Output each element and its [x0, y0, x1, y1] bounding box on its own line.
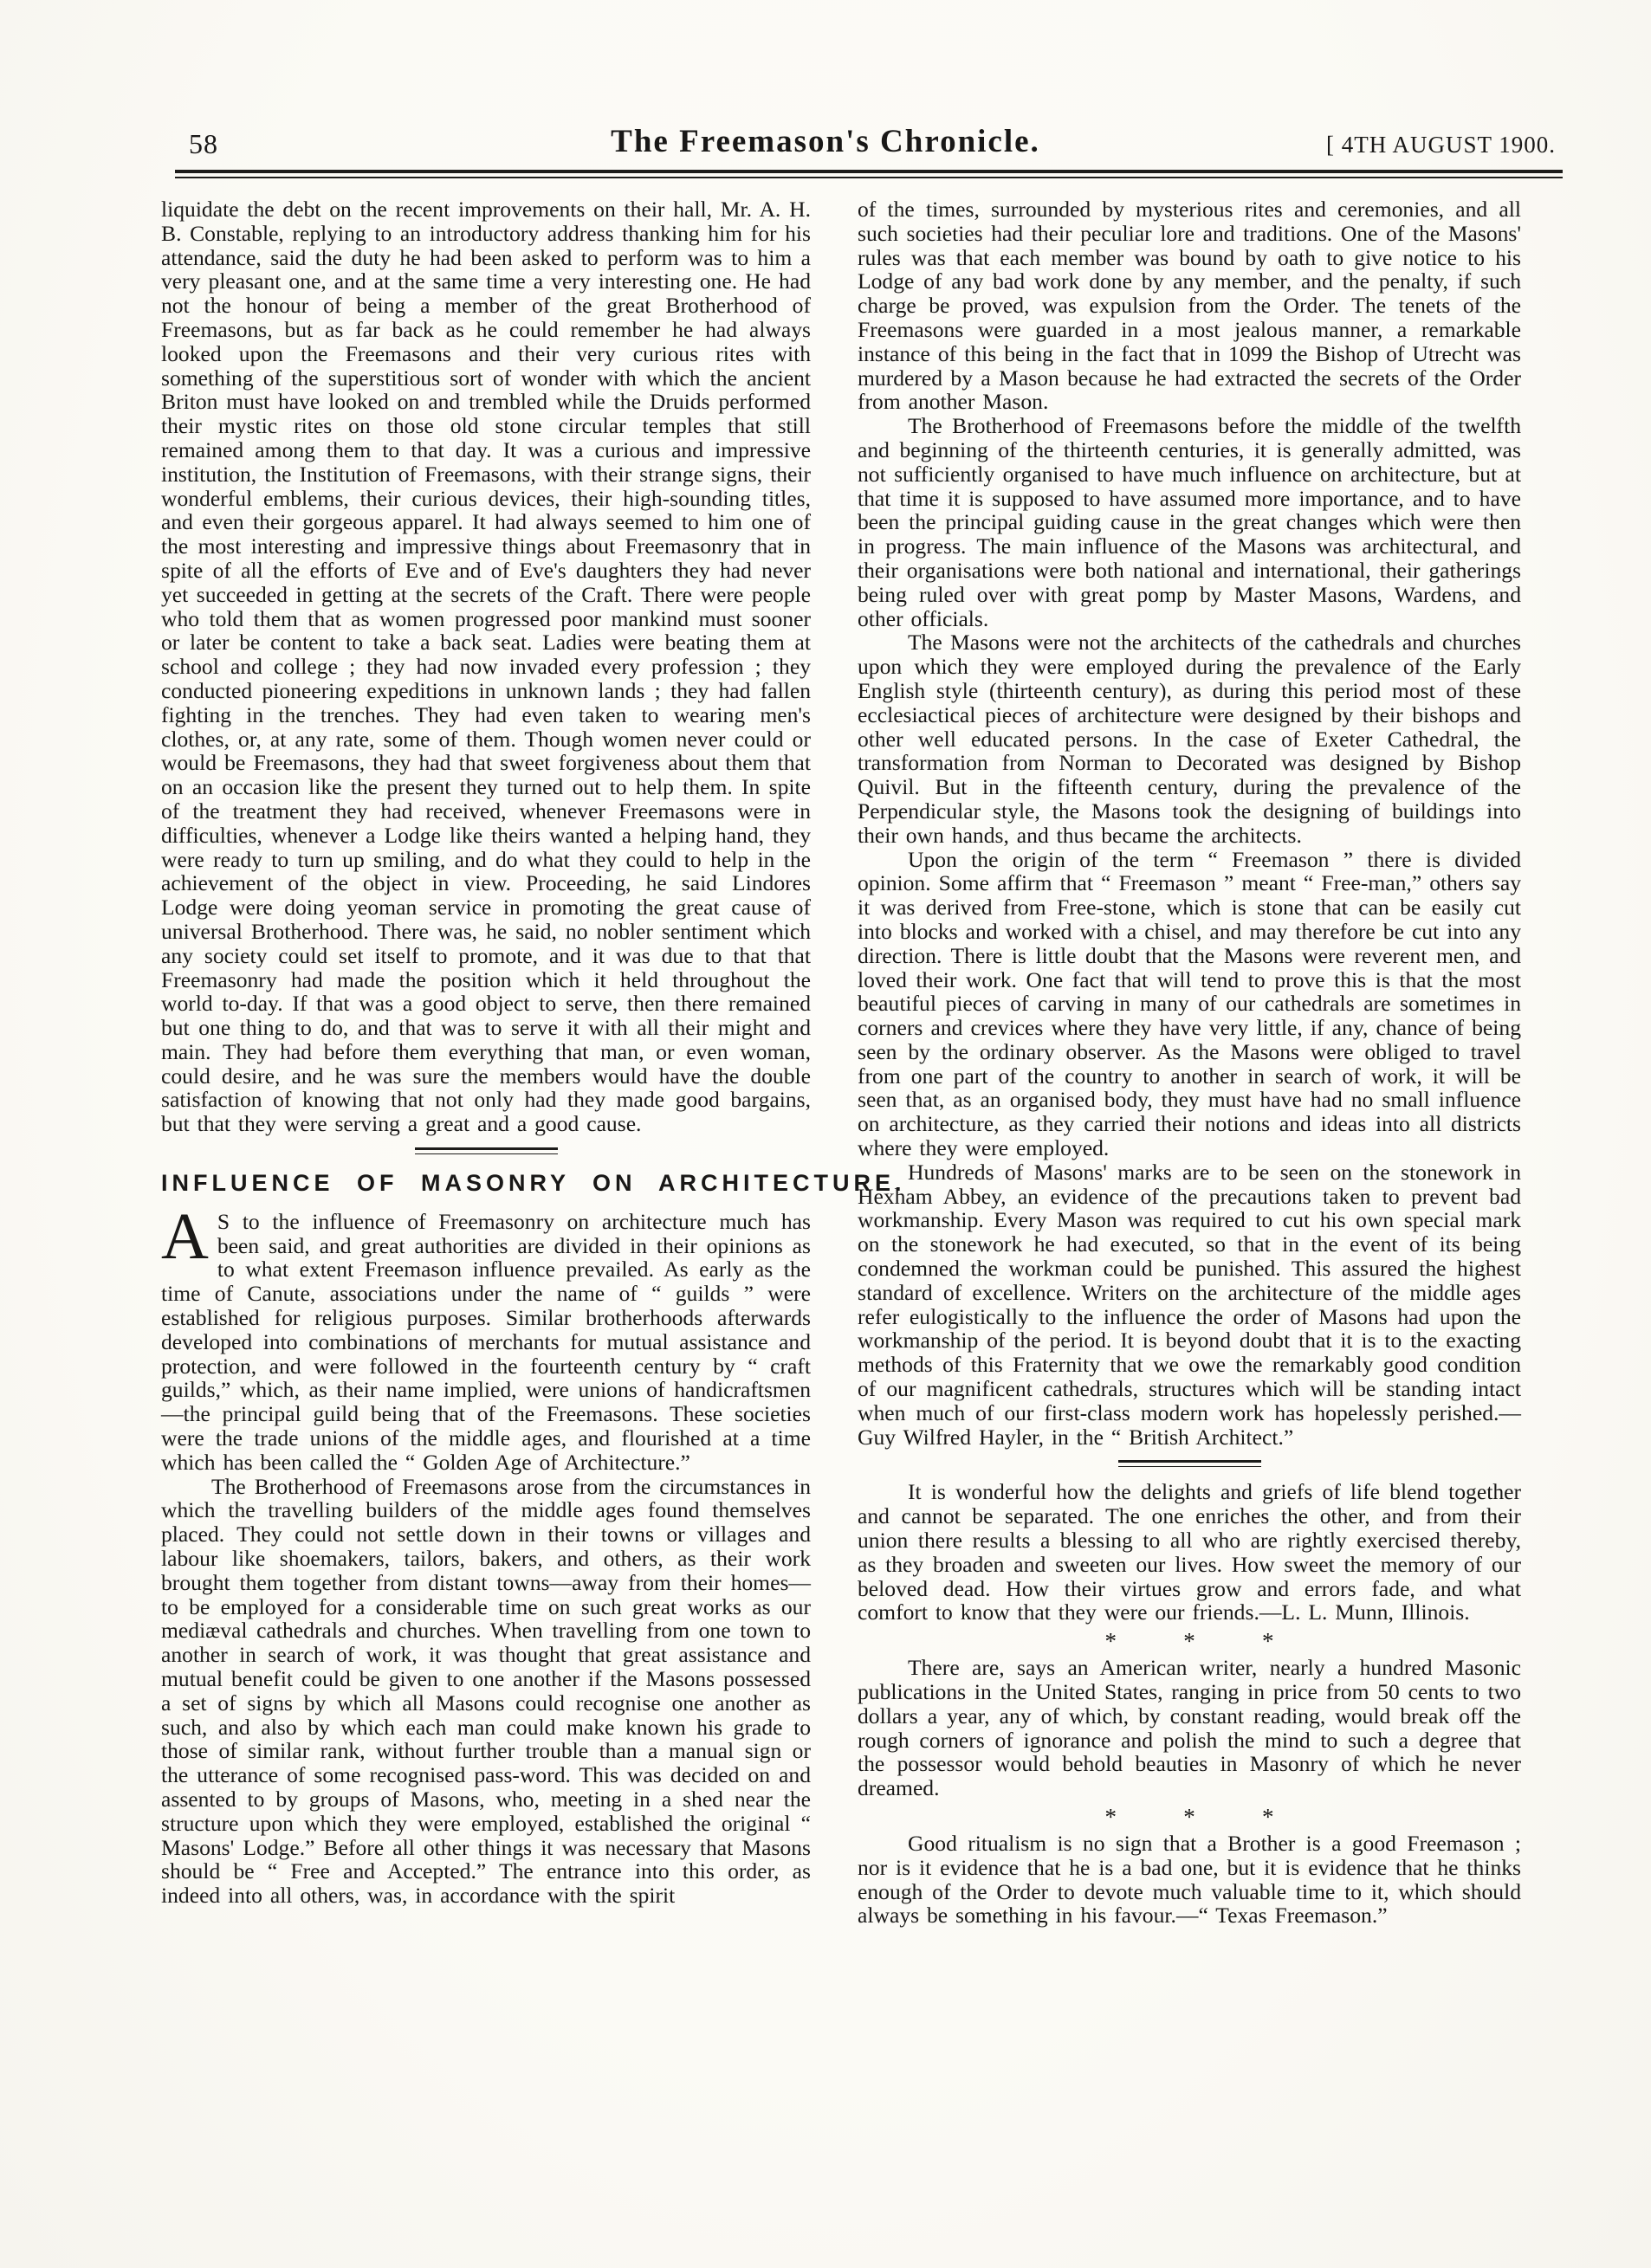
header-rule [175, 170, 1563, 178]
article-paragraph: The Brotherhood of Freemasons before the middle of the twelfth and beginning of the thirteenth centuries, it is generally admitted, was not sufficiently organised to have much influence on architecture, but at that time it is supposed to have assumed more importance, and to have been the principal guiding cause in the great changes which were then in progress. The main influence of the Masons was architectural, and their organisations were both national and international, their gatherings being ruled over with great pomp by Master Masons, Wardens, and other officials. [858, 413, 1521, 631]
article-paragraph: Good ritualism is no sign that a Brother is a good Freemason ; nor is it evidence that he is a bad one, but it is evidence that he thinks enough of the Order to devote much valuable time to it, which should always be something in his favour.—“ Texas Freemason.” [858, 1831, 1521, 1929]
right-column [858, 197, 1521, 1928]
publication-title: The Freemason's Chronicle. [611, 124, 1040, 159]
section-divider-rule [415, 1147, 558, 1154]
asterisk-separator: * * * [1104, 1804, 1304, 1830]
asterisk-separator: * * * [1104, 1628, 1304, 1655]
article-paragraph: There are, says an American writer, nearly a hundred Masonic publications in the United States, ranging in price from 50 cents to two dollars a year, any of which, by constant reading, would break off the rough corners of ignorance and polish the mind to such a degree that the possessor would behold beauties in Masonry of which he never dreamed. [858, 1655, 1521, 1801]
article-paragraph: It is wonderful how the delights and griefs of life blend together and cannot be separated. The one enriches the other, and from their union there results a blessing to all who are rightly exercised thereby, as they broaden and sweeten our lives. How sweet the memory of our beloved dead. How their virtues grow and errors fade, and what comfort to know that they were our friends.—L. L. Munn, Illinois. [858, 1479, 1521, 1625]
left-column [161, 197, 906, 1909]
article-paragraph: The Brotherhood of Freemasons arose from the circumstances in which the travelling builders of the middle ages found themselves placed. They could not settle down in their towns or villages and labour like shoemakers, tailors, bakers, and others, as their work brought them together from distant towns—away from their homes—to be employed for a considerable time on such great works as our mediæval cathedrals and churches. When travelling from one town to another in search of work, it was thought that great assistance and mutual benefit could be given to one another if the Masons possessed a set of signs by which all Masons could recognise one another as such, and also by which each man could make known his grade to those of similar rank, without further trouble than a manual sign or the utterance of some recognised pass-word. This was decided on and assented to by groups of Masons, who, meeting in a shed near the structure upon which they were employed, established the original “ Masons' Lodge.” Before all other things it was necessary that Masons should be “ Free and Accepted.” The entrance into this order, as indeed into all others, was, in accordance with the spirit [161, 1473, 811, 1909]
page-number: 58 [189, 128, 218, 159]
section-divider-rule [1118, 1460, 1261, 1467]
article-paragraph: The Masons were not the architects of the cathedrals and churches upon which they were employed during the prevalence of the Early English style (thirteenth century), as during this period most of these ecclesiactical pieces of architecture were designed by their bishops and other well educated persons. In the case of Exeter Cathedral, the transformation from Norman to Decorated was designed by Bishop Quivil. But in the fifteenth century, during the prevalence of the Perpendicular style, the Masons took the designing of buildings into their own hands, and thus became the architects. [858, 630, 1521, 848]
article-paragraph: Hundreds of Masons' marks are to be seen on the stonework in Hexham Abbey, an evidence of the precautions taken to prevent bad workmanship. Every Mason was required to cut his own special mark on the stonework he had executed, so that in the event of its being condemned the workman could be punished. This assured the highest standard of excellence. Writers on the architecture of the middle ages refer eulogistically to the influence the order of Masons had upon the workmanship of the period. It is beyond doubt that it is to the exacting methods of this Fraternity that we owe the remarkably good condition of our magnificent cathedrals, structures which will be standing intact when much of our first-class modern work has hopelessly perished.—Guy Wilfred Hayler, in the “ British Architect.” [858, 1159, 1521, 1450]
article-paragraph: Upon the origin of the term “ Freemason ” there is divided opinion. Some affirm that “ Freemason ” meant “ Free-man,” others say it was derived from Free-stone, which is stone that can be easily cut into blocks and worked with a chisel, and may therefore be cut into any direction. There is little doubt that the Masons were reverent men, and loved their work. One fact that will tend to prove this is that the most beautiful pieces of carving in many of our cathedrals are sometimes in corners and crevices where they have very little, if any, chance of being seen by the ordinary observer. As the Masons were obliged to travel from one part of the country to another in search of work, it will be seen that, as an organised body, they must have had no small influence on architecture, as they carried their notions and ideas into all districts where they were employed. [858, 846, 1521, 1161]
drop-cap-initial: A [161, 1199, 209, 1273]
issue-date: [ 4TH AUGUST 1900. [1325, 132, 1556, 158]
article-paragraph: liquidate the debt on the recent improvements on their hall, Mr. A. H. B. Constable, replying to an introductory address thanking him for his attendance, said the duty he had been asked to perform was to him a very pleasant one, and at the same time a very interesting one. He had not the honour of being a member of the great Brotherhood of Freemasons, but as far back as he could remember he had always looked upon the Freemasons and their very curious rites with something of the superstitious sort of wonder with which the ancient Briton must have looked on and trembled while the Druids performed their mystic rites on those old stone circular temples that still remained among them to that day. It was a curious and impressive institution, the Institution of Freemasons, with their strange signs, their wonderful emblems, their curious devices, their high-sounding titles, and even their gorgeous apparel. It had always seemed to him one of the most interesting and impressive things about Freemasonry that in spite of all the efforts of Eve and of Eve's daughters they had never yet succeeded in getting at the secrets of the Craft. There were people who told them that as women progressed poor mankind must sooner or later be content to take a back seat. Ladies were beating them at school and college ; they had now invaded every profession ; they conducted pioneering expeditions in unknown lands ; they had fallen fighting in the trenches. They had even taken to wearing men's clothes, or, at any rate, some of them. Though women never could or would be Freemasons, they had that sweet forgiveness about them that on an occasion like the present they turned out to help them. In spite of the treatment they had received, whenever Freemasons were in difficulties, whenever a Lodge like theirs wanted a helping hand, they were ready to turn up smiling, and do what they could to help in the achievement of the object in view. Proceeding, he said Lindores Lodge were doing yeoman service in promoting the great cause of universal Brotherhood. There was, he said, no nobler sentiment which any society could set itself to promote, and it was due to that that Freemasonry had made the position which it held throughout the world to-day. If that was a good object to serve, then there remained but one thing to do, and that was to serve it with all their might and main. They had before them everything that man, or even woman, could desire, and he was sure the members would have the double satisfaction of knowing that not only had they made good bargains, but that they were serving a great and a good cause. [161, 197, 811, 1137]
article-paragraph-dropcap: A S to the influence of Freemasonry on architecture much has been said, and great authorities are divided in their opinions as to what extent Freemason influence prevailed. As early as the time of Canute, associations under the name of “ guilds ” were established for religious purposes. Similar brotherhoods afterwards developed into combinations of merchants for mutual assistance and protection, and were followed in the fourteenth century by “ craft guilds,” which, as their name implied, were unions of handicraftsmen—the principal guild being that of the Freemasons. These societies were the trade unions of the middle ages, and flourished at a time which has been called the “ Golden Age of Architecture.” [161, 1199, 811, 1475]
article-paragraph: of the times, surrounded by mysterious rites and ceremonies, and all such societies had their peculiar lore and traditions. One of the Masons' rules was that each member was bound by oath to give notice to his Lodge of any bad work done by any member, and the penalty, if such charge be proved, was expulsion from the Order. The tenets of the Freemasons were guarded in a most jealous manner, a remarkable instance of this being in the fact that in 1099 the Bishop of Utrecht was murdered by a Mason because he had extracted the secrets of the Order from another Mason. [858, 197, 1521, 415]
article-heading: INFLUENCE OF MASONRY ON ARCHITECTURE. [161, 1170, 906, 1197]
